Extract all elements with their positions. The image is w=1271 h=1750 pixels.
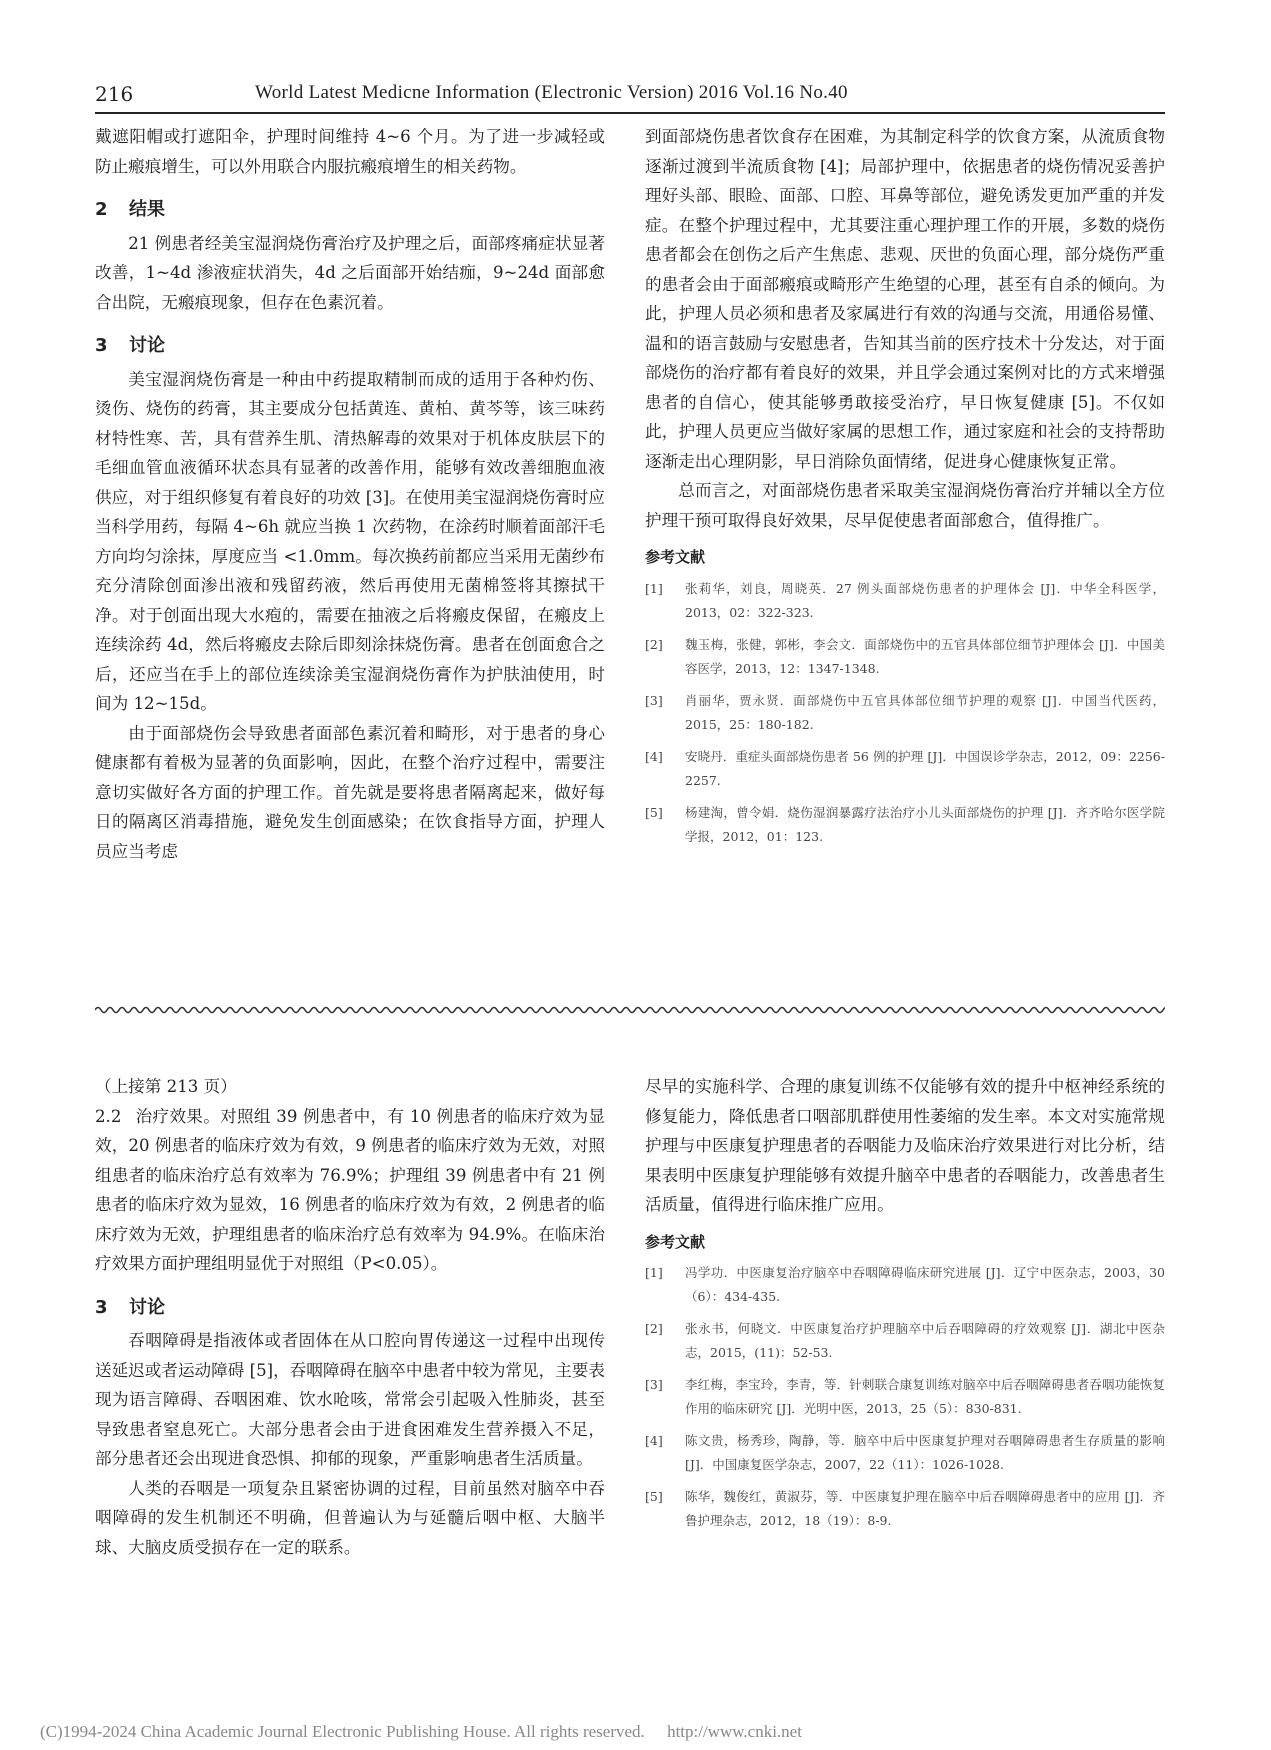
dysphagia-paragraph-2: 人类的吞咽是一项复杂且紧密协调的过程，目前虽然对脑卒中吞咽障碍的发生机制还不明确，但普遍认为与延髓后咽中枢、大脑半球、大脑皮质受损存在一定的联系。 [95, 1478, 605, 1557]
reference-list-2 [645, 1261, 1165, 1533]
references-heading-2: 参考文献 [645, 1232, 706, 1251]
references-heading: 参考文献 [645, 548, 706, 566]
conclusion-paragraph: 总而言之，对面部烧伤患者采取美宝湿润烧伤膏治疗并辅以全方位护理干预可取得良好效果，尽早促使患者面部愈合，值得推广。 [645, 481, 1165, 530]
copyright-footer [40, 1722, 802, 1742]
section-heading-results: 2 结果 [95, 199, 165, 220]
treatment-effect-paragraph: 2.2 治疗效果。对照组 39 例患者中，有 10 例患者的临床疗效为显效，20 例患者的临床疗效为有效，9 例患者的临床疗效为无效，对照组患者的临床治疗总有效率为 76.9%；护理组 39 例患者中有 21 例患者的临床疗效为显效，16 例患者的临床疗效为有效，2 例患者的临床疗效为无效，护理组患者的临床治疗总有效率为 94.9%。在临床治疗效果方面护理组明显优于对照组（P<0.05）。 [95, 1106, 606, 1273]
reference-item: [3] 李红梅，李宝玲，李青，等．针刺联合康复训练对脑卒中后吞咽障碍患者吞咽功能恢复作用的临床研究 [J]．光明中医，2013，25（5）：830-831. [645, 1377, 1165, 1416]
top-left-column [95, 122, 605, 866]
copyright-text: (C)1994-2024 China Academic Journal Electronic Publishing House. All rights reserved. [40, 1722, 645, 1741]
reference-item: [3] 肖丽华，贾永贤．面部烧伤中五官具体部位细节护理的观察 [J]．中国当代医药，2015，25：180-182. [645, 692, 1165, 732]
page-number: 216 [95, 82, 134, 106]
cnki-url[interactable]: http://www.cnki.net [667, 1722, 802, 1741]
reference-item: [2] 魏玉梅，张健，郭彬，李会文．面部烧伤中的五官具体部位细节护理体会 [J]．中国美容医学，2013，12：1347-1348. [645, 636, 1165, 676]
page-header [95, 78, 1165, 114]
reference-item: [4] 陈文贵，杨秀珍，陶静，等．脑卒中后中医康复护理对吞咽障碍患者生存质量的影响 [J]．中国康复医学杂志，2007，22（11）：1026-1028. [645, 1433, 1165, 1472]
nursing-paragraph: 到面部烧伤患者饮食存在困难，为其制定科学的饮食方案，从流质食物逐渐过渡到半流质食物 [4]；局部护理中，依据患者的烧伤情况妥善护理好头部、眼睑、面部、口腔、耳鼻等部位，避免诱发更加严重的并发症。在整个护理过程中，尤其要注重心理护理工作的开展，多数的烧伤患者都会在创伤之后产生焦虑、悲观、厌世的负面心理，部分烧伤严重的患者会由于面部瘢痕或畸形产生绝望的心理，甚至有自杀的倾向。为此，护理人员必须和患者及家属进行有效的沟通与交流，用通俗易懂、温和的语言鼓励与安慰患者，告知其当前的医疗技术十分发达，对于面部烧伤的治疗都有着良好的效果，并且学会通过案例对比的方式来增强患者的自信心，使其能够勇敢接受治疗，早日恢复健康 [5]。不仅如此，护理人员更应当做好家属的思想工作，通过家庭和社会的支持帮助逐渐走出心理阴影，早日消除负面情绪，促进身心健康恢复正常。 [645, 127, 1165, 471]
bottom-right-column [645, 1072, 1165, 1541]
reference-item: [1] 冯学功．中医康复治疗脑卒中吞咽障碍临床研究进展 [J]．辽宁中医杂志，2003，30（6）：434-435. [645, 1265, 1165, 1304]
wavy-divider [95, 1004, 1165, 1016]
results-paragraph: 21 例患者经美宝湿润烧伤膏治疗及护理之后，面部疼痛症状显著改善，1~4d 渗液症状消失，4d 之后面部开始结痂，9~24d 面部愈合出院，无瘢痕现象，但存在色素沉着。 [95, 233, 605, 312]
reference-list [645, 577, 1165, 849]
bottom-left-column [95, 1072, 605, 1562]
section-heading-discussion-2: 3 讨论 [95, 1296, 165, 1318]
reference-item: [5] 陈华，魏俊红，黄淑芬，等．中医康复护理在脑卒中后吞咽障碍患者中的应用 [J]．齐鲁护理杂志，2012，18（19）：8-9. [645, 1489, 1165, 1528]
intro-paragraph: 戴遮阳帽或打遮阳伞，护理时间维持 4~6 个月。为了进一步减轻或防止瘢痕增生，可以外用联合内服抗瘢痕增生的相关药物。 [95, 127, 605, 176]
section-heading-discussion: 3 讨论 [95, 335, 165, 356]
continued-note: （上接第 213 页） [95, 1077, 237, 1096]
reference-item: [5] 杨建淘，曾令娟．烧伤湿润暴露疗法治疗小儿头面部烧伤的护理 [J]．齐齐哈尔医学院学报，2012，01：123. [645, 804, 1165, 844]
discussion-paragraph-1: 美宝湿润烧伤膏是一种由中药提取精制而成的适用于各种灼伤、烫伤、烧伤的药膏，其主要成分包括黄连、黄柏、黄芩等，该三味药材特性寒、苦，具有营养生肌、清热解毒的效果对于机体皮肤层下的毛细血管血液循环状态具有显著的改善作用，能够有效改善细胞血液供应，对于组织修复有着良好的功效 [3]。在使用美宝湿润烧伤膏时应当科学用药，每隔 4~6h 就应当换 1 次药物，在涂药时顺着面部汗毛方向均匀涂抹，厚度应当 <1.0mm。每次换药前都应当采用无菌纱布充分清除创面渗出液和残留药液，然后再使用无菌棉签将其擦拭干净。对于创面出现大水疱的，需要在抽液之后将瘢皮保留，在瘢皮上连续涂药 4d，然后将瘢皮去除后即刻涂抹烧伤膏。患者在创面愈合之后，还应当在手上的部位连续涂美宝湿润烧伤膏作为护肤油使用，时间为 12~15d。 [95, 369, 605, 713]
reference-item: [1] 张莉华，刘良，周晓英．27 例头面部烧伤患者的护理体会 [J]．中华全科医学，2013，02：322-323. [645, 580, 1165, 620]
journal-title: World Latest Medicne Information (Electronic Version) 2016 Vol.16 No.40 [255, 82, 848, 103]
reference-item: [4] 安晓丹．重症头面部烧伤患者 56 例的护理 [J]．中国误诊学杂志，2012，09：2256-2257. [645, 748, 1165, 788]
reference-item: [2] 张永书，何晓文．中医康复治疗护理脑卒中后吞咽障碍的疗效观察 [J]．湖北中医杂志，2015，(11)：52-53. [645, 1321, 1165, 1360]
dysphagia-paragraph-1: 吞咽障碍是指液体或者固体在从口腔向胃传递这一过程中出现传送延迟或者运动障碍 [5]，吞咽障碍在脑卒中患者中较为常见，主要表现为语言障碍、吞咽困难、饮水呛咳，常常会引起吸入性肺炎，甚至导致患者窒息死亡。大部分患者会由于进食困难发生营养摄入不足，部分患者还会出现进食恐惧、抑郁的现象，严重影响患者生活质量。 [95, 1331, 605, 1468]
rehab-paragraph: 尽早的实施科学、合理的康复训练不仅能够有效的提升中枢神经系统的修复能力，降低患者口咽部肌群使用性萎缩的发生率。本文对实施常规护理与中医康复护理患者的吞咽能力及临床治疗效果进行对比分析，结果表明中医康复护理能够有效提升脑卒中患者的吞咽能力，改善患者生活质量，值得进行临床推广应用。 [645, 1077, 1165, 1214]
top-right-column [645, 122, 1165, 857]
discussion-paragraph-2: 由于面部烧伤会导致患者面部色素沉着和畸形，对于患者的身心健康都有着极为显著的负面影响，因此，在整个治疗过程中，需要注意切实做好各方面的护理工作。首先就是要将患者隔离起来，做好每日的隔离区消毒措施，避免发生创面感染；在饮食指导方面，护理人员应当考虑 [95, 723, 605, 861]
